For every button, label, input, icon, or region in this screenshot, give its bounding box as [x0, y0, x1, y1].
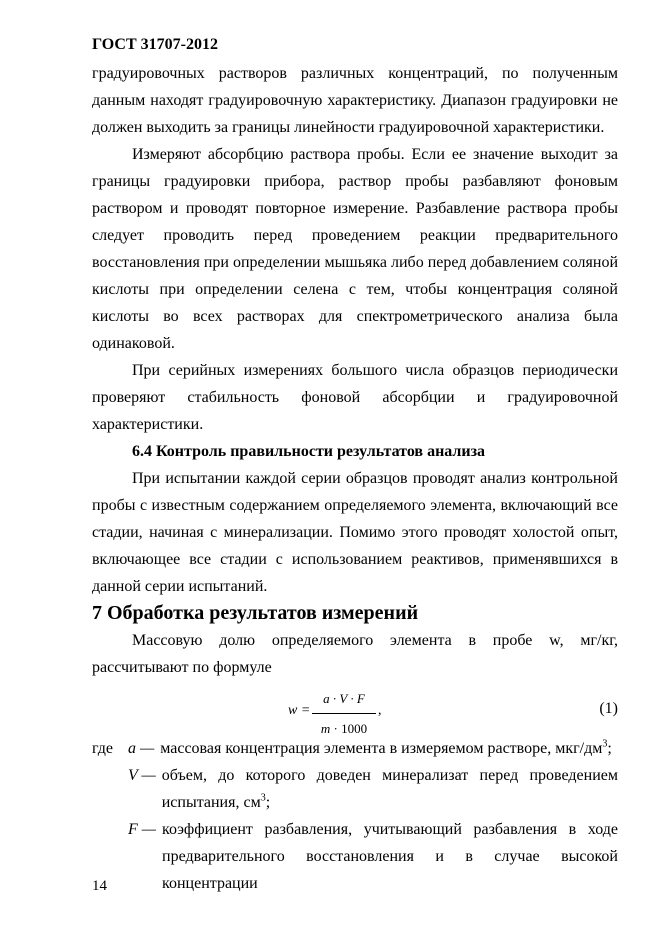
- variable-symbol: F —: [128, 821, 156, 838]
- variable-description: [160, 735, 618, 762]
- where-item: [92, 762, 618, 816]
- formula-number: (1): [599, 700, 618, 717]
- subsection-heading: 6.4 Контроль правильности результатов анализа: [132, 443, 486, 460]
- variable-symbol: a —: [128, 740, 155, 757]
- formula-comma: ,: [378, 703, 382, 718]
- formula-fraction: [312, 685, 376, 742]
- formula-lhs: w =: [288, 703, 311, 718]
- page-content: [92, 60, 618, 897]
- where-label: где: [92, 740, 114, 757]
- variable-text: массовая концентрация элемента в измеряемом растворе, мкг/дм: [160, 740, 603, 757]
- paragraph: При испытании каждой серии образцов проводят анализ контрольной пробы с известным содержанием определяемого элемента, включающий все стадии, начиная с минерализации. Помимо этого проводят холостой опыт, включающее все стадии с использованием реактивов, применявшихся в данной серии испытаний.: [92, 470, 618, 595]
- variable-tail: ;: [265, 794, 271, 811]
- document-header: ГОСТ 31707-2012: [92, 36, 218, 53]
- variable-description: коэффициент разбавления, учитывающий разбавления в ходе предварительного восстановления и в случае высокой концентрации: [162, 821, 618, 892]
- paragraph: При серийных измерениях большого числа образцов периодически проверяют стабильность фоновой абсорбции и градуировочной характеристики.: [92, 362, 618, 433]
- paragraph: Измеряют абсорбцию раствора пробы. Если ее значение выходит за границы градуировки прибора, раствор пробы разбавляют фоновым раствором и проводят повторное измерение. Разбавление раствора пробы следует проводить перед проведением реакции предварительного восстановления при определении мышьяка либо перед добавлением соляной кислоты при определении селена с тем, чтобы концентрация соляной кислоты во всех растворах для спектрометрического анализа была одинаковой.: [92, 146, 618, 352]
- superscript: 3: [602, 738, 608, 750]
- paragraph: градуировочных растворов различных концентраций, по полученным данным находят градуировочную характеристику. Диапазон градуировки не должен выходить за границы линейности градуировочной характеристики.: [92, 65, 618, 136]
- variable-description: [162, 762, 618, 816]
- formula-den-var: m: [320, 721, 331, 736]
- variable-text: объем, до которого доведен минерализат перед проведением испытания, см: [161, 767, 618, 811]
- section-heading: 7 Обработка результатов измерений: [92, 602, 419, 624]
- formula-numerator: a · V · F: [312, 685, 376, 714]
- page-number: 14: [92, 878, 107, 894]
- formula-den-rest: · 1000: [330, 721, 368, 736]
- where-item: [92, 816, 618, 897]
- variable-tail: ;: [607, 740, 612, 757]
- superscript: 3: [260, 792, 266, 804]
- formula: [92, 685, 618, 736]
- paragraph: Массовую долю определяемого элемента в пробе w, мг/кг, рассчитывают по формуле: [92, 632, 618, 676]
- variable-symbol: V —: [128, 767, 156, 784]
- formula-denominator: [312, 714, 376, 742]
